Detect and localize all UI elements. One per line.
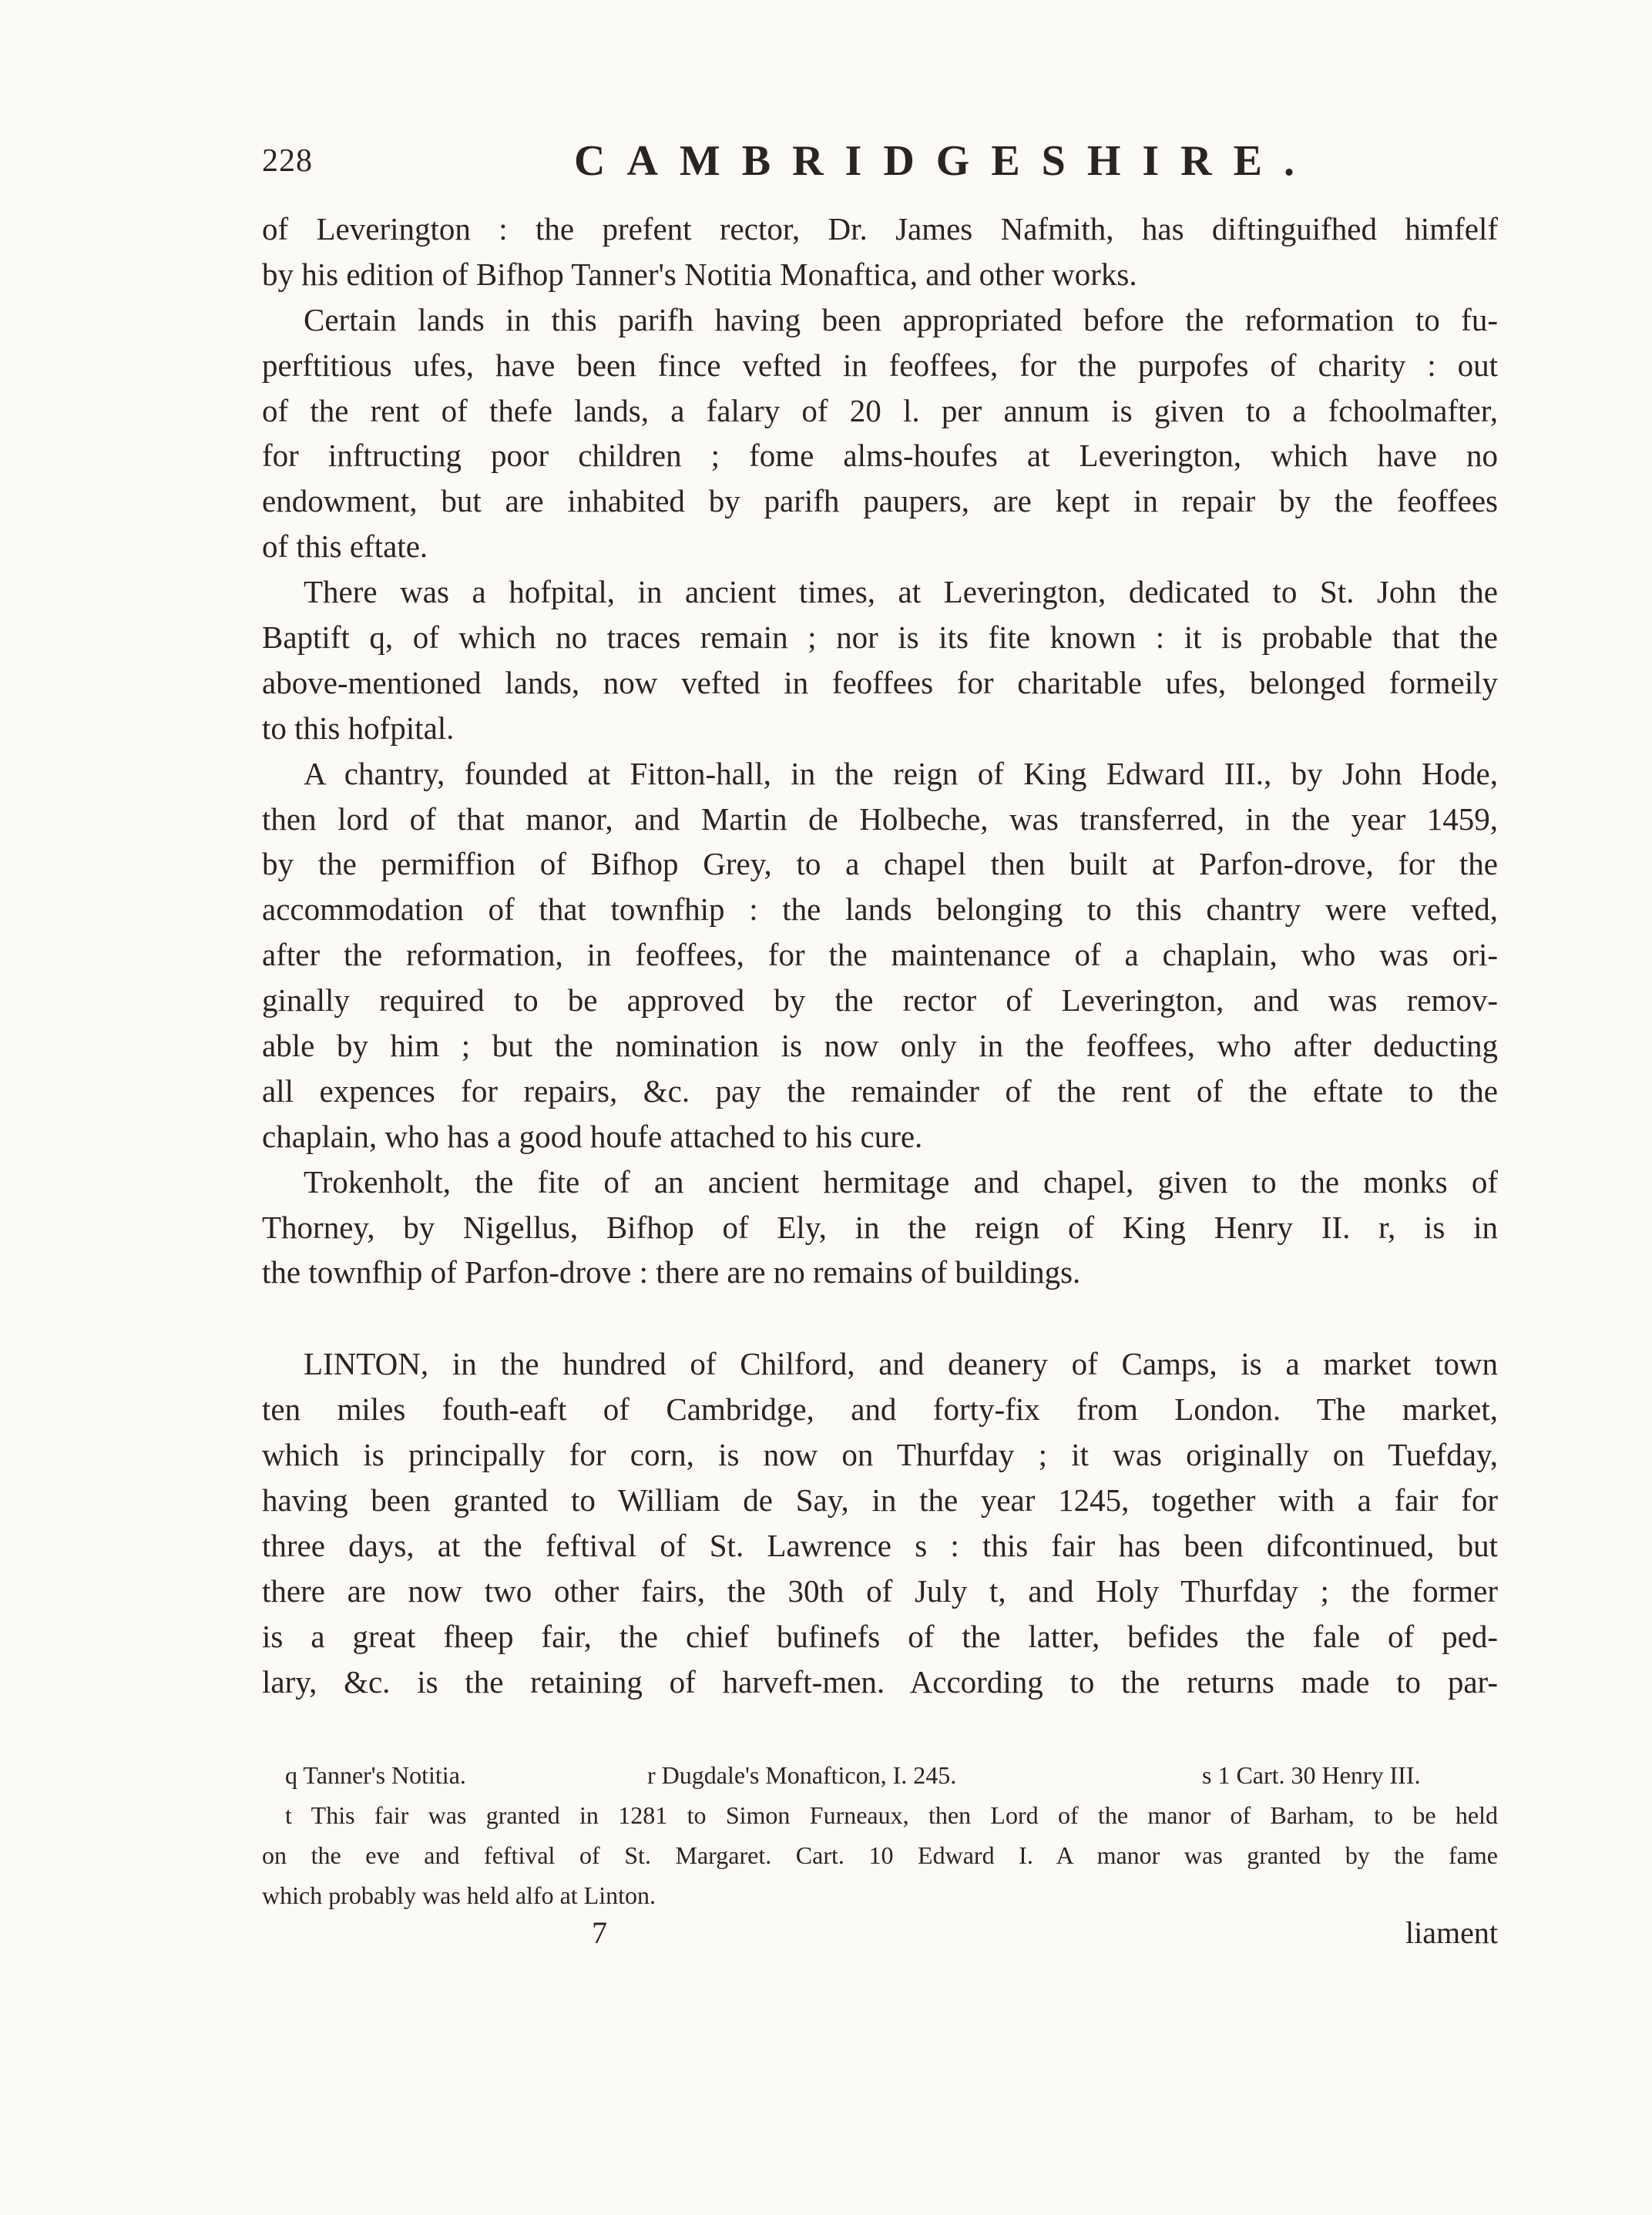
footnote-r: r Dugdale's Monafticon, I. 245. [647,1761,957,1789]
footnote-row [262,1755,1498,1795]
text-line: above-mentioned lands, now vefted in feoffees for charitable ufes, belonged formeily [262,664,1498,700]
text-line: of Leverington : the prefent rector, Dr. James Nafmith, has diftinguifhed himfelf [262,211,1498,247]
text-line: chaplain, who has a good houfe attached to his cure. [262,1118,923,1154]
text-line: lary, &c. is the retaining of harveft-men. According to the returns made to par- [262,1663,1498,1700]
text-line: having been granted to William de Say, in the year 1245, together with a fair for [262,1482,1498,1519]
footnote-t-line: on the eve and feftival of St. Margaret. Cart. 10 Edward I. A manor was granted by the fame [262,1841,1498,1869]
text-line: to this hofpital. [262,710,455,746]
text-line: of the rent of thefe lands, a falary of 20 l. per annum is given to a fchoolmafter, [262,392,1498,428]
footnote-t-line: which probably was held alfo at Linton. [262,1881,656,1909]
footnotes [262,1755,1498,1915]
text-line: after the reformation, in feoffees, for the maintenance of a chaplain, who was ori- [262,937,1498,973]
text-line: which is principally for corn, is now on Thurfday ; it was originally on Tuefday, [262,1437,1498,1473]
text-line: three days, at the feftival of St. Lawrence s : this fair has been difcontinued, but [262,1527,1498,1563]
text-line: by his edition of Bifhop Tanner's Notitia Monaftica, and other works. [262,256,1137,292]
text-line: ginally required to be approved by the rector of Leverington, and was remov- [262,982,1498,1019]
text-line: there are now two other fairs, the 30th of July t, and Holy Thurfday ; the former [262,1572,1498,1609]
text-line: for inftructing poor children ; fome alms-houfes at Leverington, which have no [262,438,1498,474]
text-line: then lord of that manor, and Martin de Holbeche, was transferred, in the year 1459, [262,800,1498,837]
text-line: LINTON, in the hundred of Chilford, and deanery of Camps, is a market town [304,1346,1498,1382]
running-title: CAMBRIDGESHIRE. [574,137,1316,185]
catchword: liament [1405,1915,1498,1950]
text-line: Trokenholt, the fite of an ancient hermitage and chapel, given to the monks of [304,1163,1498,1200]
signature-mark: 7 [592,1915,607,1950]
footnote-t-line: t This fair was granted in 1281 to Simon Furneaux, then Lord of the manor of Barham, to be held [285,1801,1498,1829]
text-line: A chantry, founded at Fitton-hall, in the reign of King Edward III., by John Hode, [304,755,1498,791]
text-line: endowment, but are inhabited by parifh paupers, are kept in repair by the feoffees [262,483,1498,519]
text-line: accommodation of that townfhip : the lands belonging to this chantry were vefted, [262,891,1498,928]
text-line: is a great fheep fair, the chief bufinefs of the latter, befides the fale of ped- [262,1618,1498,1654]
text-line: Baptift q, of which no traces remain ; nor is its fite known : it is probable that the [262,619,1498,656]
text-line: of this eftate. [262,529,428,565]
text-line: able by him ; but the nomination is now only in the feoffees, who after deducting [262,1028,1498,1064]
page-number: 228 [262,143,313,179]
text-line: Thorney, by Nigellus, Bifhop of Ely, in the reign of King Henry II. r, is in [262,1209,1498,1245]
text-line: all expences for repairs, &c. pay the remainder of the rent of the eftate to the [262,1072,1498,1109]
body-text [262,206,1498,1705]
text-line: ten miles fouth-eaft of Cambridge, and forty-fix from London. The market, [262,1391,1498,1428]
footnote-s: s 1 Cart. 30 Henry III. [1202,1761,1421,1789]
text-line: Certain lands in this parifh having been appropriated before the reformation to fu- [304,301,1498,337]
footnote-q: q Tanner's Notitia. [285,1761,466,1789]
text-line: the townfhip of Parfon-drove : there are no remains of buildings. [262,1254,1081,1290]
page-header [262,137,1503,189]
text-line: perftitious ufes, have been fince vefted in feoffees, for the purpofes of charity : out [262,347,1498,383]
text-line: by the permiffion of Bifhop Grey, to a chapel then built at Parfon-drove, for the [262,846,1498,882]
text-line: There was a hofpital, in ancient times, at Leverington, dedicated to St. John the [304,574,1498,610]
